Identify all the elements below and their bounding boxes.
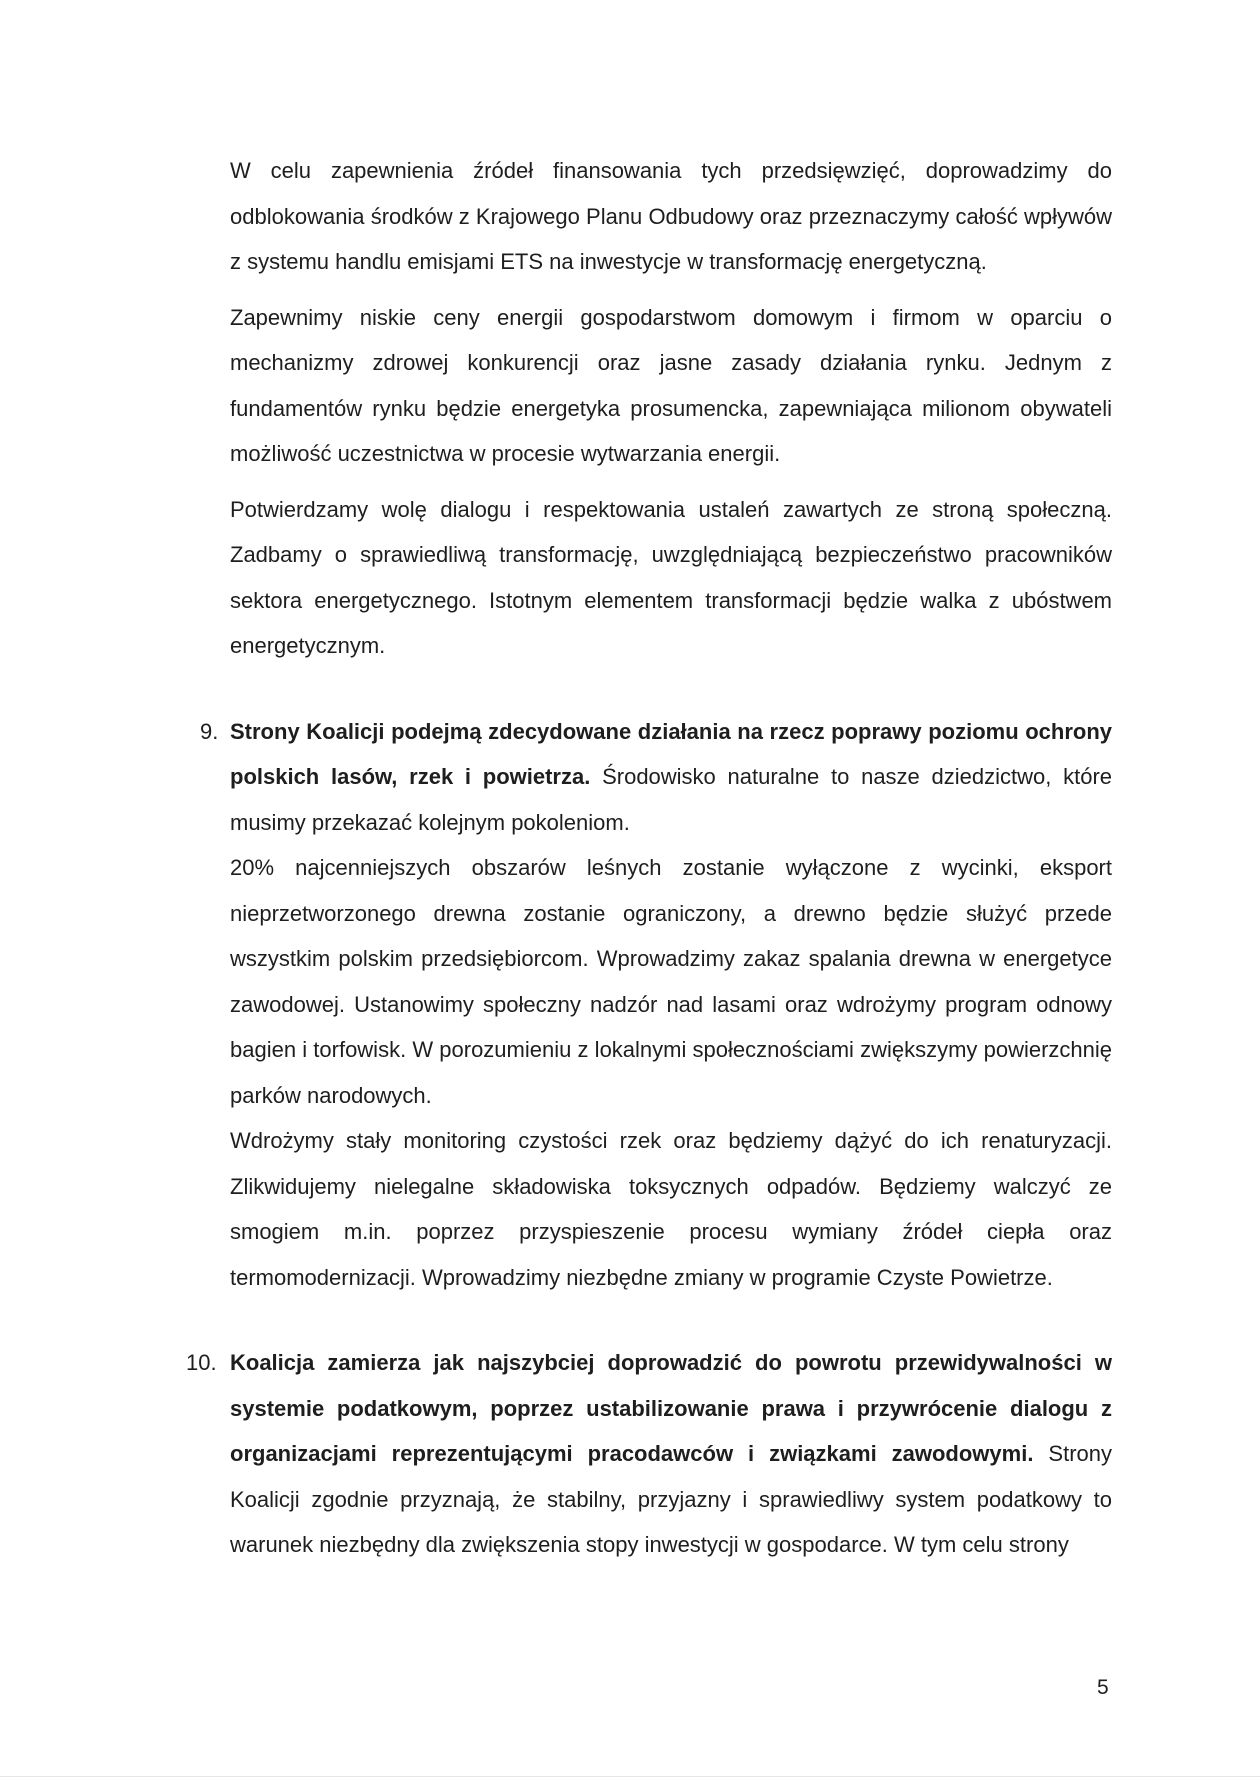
paragraph-social-dialogue: Potwierdzamy wolę dialogu i respektowania ustaleń zawartych ze stroną społeczną. Zadbamy o sprawiedliwą transformację, uwzględniającą bezpieczeństwo pracowników sektora energetycznego. Istotnym elementem transformacji będzie walka z ubóstwem energetycznym. — [230, 496, 1112, 658]
item-9-bold-heading: Strony Koalicji podejmą zdecydowane działania na rzecz poprawy poziomu ochrony polskich lasów, rzek i powietrza. — [230, 718, 1112, 789]
list-item-9 — [200, 709, 1113, 1301]
paragraph-financing: W celu zapewnienia źródeł finansowania tych przedsięwzięć, doprowadzimy do odblokowania środków z Krajowego Planu Odbudowy oraz przeznaczymy całość wpływów z systemu handlu emisjami ETS na inwestycje w transformację energetyczną. — [230, 158, 1112, 274]
item-10-lead — [230, 1340, 1112, 1568]
page-number: 5 — [1097, 1676, 1109, 1699]
paragraph-energy-prices: Zapewnimy niskie ceny energii gospodarstwom domowym i firmom w oparciu o mechanizmy zdrowej konkurencji oraz jasne zasady działania rynku. Jednym z fundamentów rynku będzie energetyka prosumencka, zapewniająca milionom obywateli możliwość uczestnictwa w procesie wytwarzania energii. — [230, 304, 1112, 466]
list-number: 9. — [200, 718, 219, 744]
list-item-10 — [186, 1340, 1112, 1568]
scan-edge-line — [0, 1776, 1260, 1777]
page-content — [186, 148, 1113, 1568]
item-9-forests: 20% najcenniejszych obszarów leśnych zostanie wyłączone z wycinki, eksport nieprzetworzonego drewna zostanie ograniczony, a drewno będzie służyć przede wszystkim polskim przedsiębiorcom. Wprowadzimy zakaz spalania drewna w energetyce zawodowej. Ustanowimy społeczny nadzór nad lasami oraz wdrożymy program odnowy bagien i torfowisk. W porozumieniu z lokalnymi społecznościami zwiększymy powierzchnię parków narodowych. — [230, 855, 1112, 1108]
item-10-bold-heading: Koalicja zamierza jak najszybciej doprowadzić do powrotu przewidywalności w systemie podatkowym, poprzez ustabilizowanie prawa i przywrócenie dialogu z organizacjami reprezentującymi pracodawców i związkami zawodowymi. — [230, 1350, 1112, 1466]
item-9-lead — [230, 709, 1112, 846]
list-number: 10. — [186, 1350, 217, 1375]
item-10-text: Strony Koalicji zgodnie przyznają, że stabilny, przyjazny i sprawiedliwy system podatkowy to warunek niezbędny dla zwiększenia stopy inwestycji w gospodarce. W tym celu strony — [230, 1441, 1112, 1557]
item-9-rivers-air: Wdrożymy stały monitoring czystości rzek oraz będziemy dążyć do ich renaturyzacji. Zlikwidujemy nielegalne składowiska toksycznych odpadów. Będziemy walczyć ze smogiem m.in. poprzez przyspieszenie procesu wymiany źródeł ciepła oraz termomodernizacji. Wprowadzimy niezbędne zmiany w programie Czyste Powietrze. — [230, 1128, 1112, 1290]
item-9-text: Środowisko naturalne to nasze dziedzictwo, które musimy przekazać kolejnym pokoleniom. — [230, 764, 1113, 835]
